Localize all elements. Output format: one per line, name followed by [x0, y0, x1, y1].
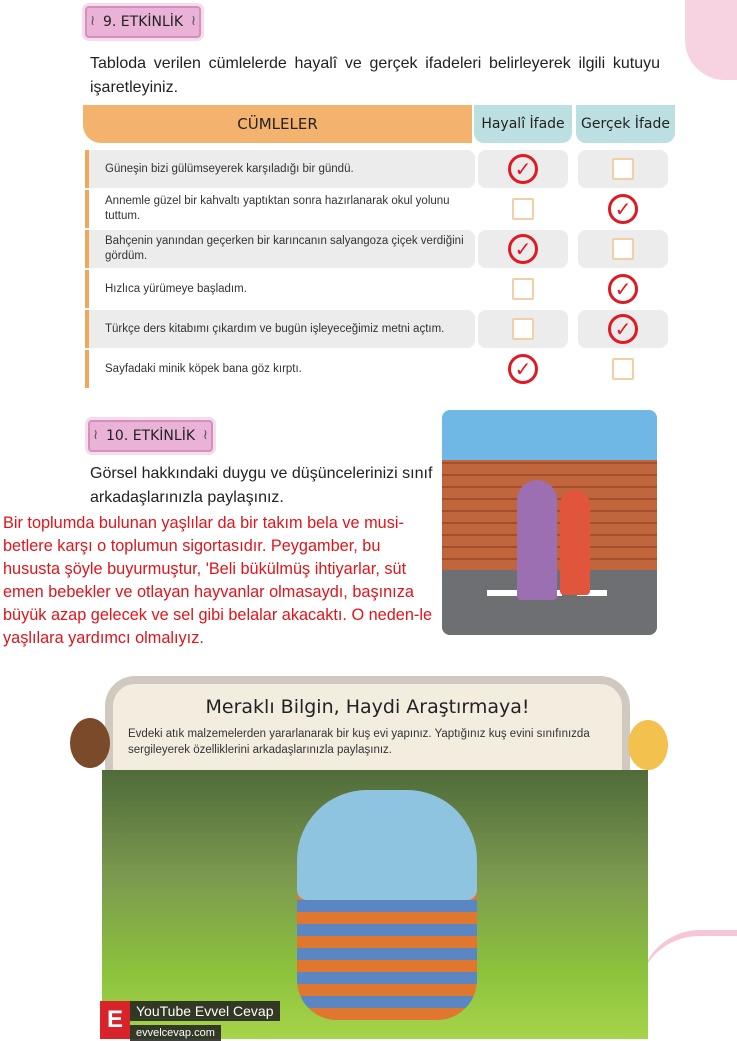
header-sentences: CÜMLELER [83, 105, 472, 143]
corner-decoration [640, 930, 737, 996]
check-mark-icon: ✓ [608, 274, 638, 304]
birdhouse-photo [102, 770, 648, 1039]
activity-10-instruction: Görsel hakkındaki duygu ve düşüncelerinizi sınıf arkadaşlarınızla paylaşınız. [90, 465, 433, 506]
sentence-text: Güneşin bizi gülümseyerek karşıladığı bir gündü. [105, 162, 354, 175]
header-imaginary: Hayalî İfade [474, 105, 572, 143]
check-mark-icon: ✓ [608, 314, 638, 344]
activity-title: 10. ETKİNLİK [106, 428, 196, 444]
sentence-row [85, 270, 475, 308]
crosswalk-illustration [442, 410, 657, 635]
checkbox-empty[interactable] [612, 238, 634, 260]
check-mark-icon: ✓ [608, 194, 638, 224]
activity-9-instruction: Tabloda verilen cümlelerde hayalî ve gerçek ifadeleri belirleyerek ilgili kutuyu işaretleyiniz. [90, 55, 660, 96]
checkbox-empty[interactable] [512, 278, 534, 300]
girl-with-magnifier-icon [628, 720, 668, 770]
boy-with-magnifier-icon [70, 718, 110, 768]
checkbox-empty[interactable] [512, 198, 534, 220]
logo-letter: E [100, 1001, 130, 1039]
header-real: Gerçek İfade [576, 105, 675, 143]
imaginary-cell[interactable] [478, 150, 568, 188]
watermark [100, 1001, 280, 1041]
checkbox-empty[interactable] [512, 318, 534, 340]
sentence-text: Bahçenin yanından geçerken bir karıncanın salyangoza çiçek verdiğini gördüm. [105, 235, 464, 262]
imaginary-cell[interactable] [478, 270, 568, 308]
check-mark-icon: ✓ [508, 234, 538, 264]
real-cell[interactable] [578, 230, 668, 268]
sentence-row [85, 150, 475, 188]
check-mark-icon: ✓ [508, 354, 538, 384]
sentence-row [85, 190, 475, 228]
sentence-text: Türkçe ders kitabımı çıkardım ve bugün işleyeceğimiz metni açtım. [105, 322, 445, 335]
corner-decoration [685, 0, 737, 80]
research-text: Evdeki atık malzemelerden yararlanarak bir kuş evi yapınız. Yaptığınız kuş evini sınıfınızda sergileyerek özelliklerini arkadaşlarınızla paylaşınız. [128, 728, 590, 756]
imaginary-cell[interactable] [478, 230, 568, 268]
girl-figure [560, 490, 590, 595]
imaginary-cell[interactable] [478, 190, 568, 228]
activity-title: 9. ETKİNLİK [103, 14, 184, 30]
activity-10-banner [88, 420, 213, 452]
real-cell[interactable] [578, 350, 668, 388]
imaginary-cell[interactable] [478, 310, 568, 348]
sentence-row [85, 310, 475, 348]
sentence-text: Annemle güzel bir kahvaltı yaptıktan sonra hazırlanarak okul yolunu tuttum. [105, 195, 450, 222]
grandmother-figure [517, 480, 557, 600]
real-cell[interactable] [578, 310, 668, 348]
answer-text: Bir toplumda bulunan yaşlılar da bir takım bela ve musi-betlere karşı o toplumun sigortasıdır. Peygamber, bu hususta şöyle buyurmuştur, 'Beli bükülmüş ihtiyarlar, süt emen bebekler ve otlayan hayvanlar olmasaydı, başınıza büyük azap gelecek ve sel gibi belalar akacaktı. O neden-le yaşlılara yardımcı olmalıyız. [3, 514, 432, 647]
sentence-text: Hızlıca yürümeye başladım. [105, 282, 247, 295]
checkbox-empty[interactable] [612, 158, 634, 180]
real-cell[interactable] [578, 190, 668, 228]
imaginary-cell[interactable] [478, 350, 568, 388]
site-url: evvelcevap.com [130, 1025, 221, 1041]
research-title: Meraklı Bilgin, Haydi Araştırmaya! [205, 696, 530, 718]
check-mark-icon: ✓ [508, 154, 538, 184]
sentence-row [85, 230, 475, 268]
checkbox-empty[interactable] [612, 358, 634, 380]
sentence-row [85, 350, 475, 388]
real-cell[interactable] [578, 150, 668, 188]
sentence-text: Sayfadaki minik köpek bana göz kırptı. [105, 362, 302, 375]
real-cell[interactable] [578, 270, 668, 308]
activity-9-banner [85, 6, 201, 38]
channel-name: YouTube Evvel Cevap [130, 1001, 280, 1021]
research-box [105, 676, 630, 770]
